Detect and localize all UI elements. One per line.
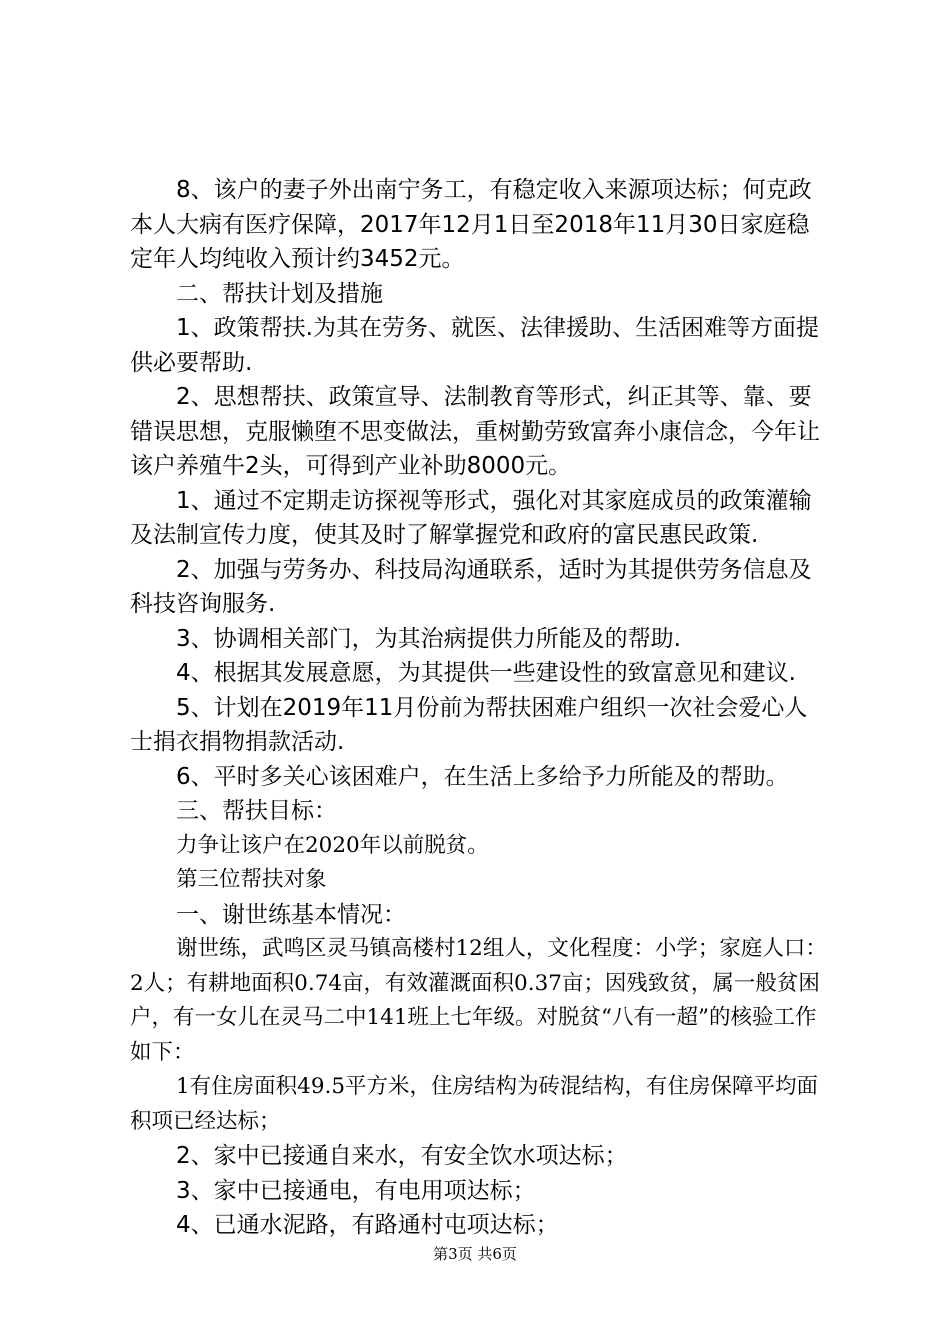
heading-assistance-goal: 三、帮扶目标： xyxy=(176,798,337,824)
paragraph-electricity-check: 3、家中已接通电，有电用项达标； xyxy=(176,1177,536,1204)
paragraph-road-check: 4、已通水泥路，有路通村屯项达标； xyxy=(176,1212,559,1238)
paragraph-daily-care: 6、平时多关心该困难户，在生活上多给予力所能及的帮助。 xyxy=(176,763,789,790)
paragraph-income-summary: 8、该户的妻子外出南宁务工，有稳定收入来源项达标；何克政本人大病有医疗保障，2017年12月1日至2018年11月30日家庭稳定年人均纯收入预计约3452元。 xyxy=(130,177,812,272)
paragraph-donation-plan: 5、计划在2019年11月份前为帮扶困难户组织一次社会爱心人士捐衣捐物捐款活动. xyxy=(130,694,808,755)
heading-third-beneficiary: 第三位帮扶对象 xyxy=(176,867,327,892)
paragraph-development-advice: 4、根据其发展意愿，为其提供一些建设性的致富意见和建议. xyxy=(176,660,796,686)
paragraph-goal-statement: 力争让该户在2020年以前脱贫。 xyxy=(176,832,489,858)
document-body xyxy=(130,173,830,1243)
paragraph-household-details: 谢世练，武鸣区灵马镇高楼村12组人，文化程度：小学；家庭人口：2人；有耕地面积0.74亩，有效灌溉面积0.37亩；因残致贫，属一般贫困户，有一女儿在灵马二中141班上七年级。对脱贫“八有一超”的核验工作如下： xyxy=(130,936,827,1065)
paragraph-labor-tech-info: 2、加强与劳务办、科技局沟通联系，适时为其提供劳务信息及科技咨询服务. xyxy=(130,556,812,617)
page-number: 第3页 共6页 xyxy=(433,1245,517,1263)
paragraph-medical-help: 3、协调相关部门，为其治病提供力所能及的帮助. xyxy=(176,625,681,652)
paragraph-regular-visits: 1、通过不定期走访探视等形式，强化对其家庭成员的政策灌输及法制宣传力度，使其及时了解掌握党和政府的富民惠民政策. xyxy=(130,487,812,548)
paragraph-policy-support: 1、政策帮扶.为其在劳务、就医、法律援助、生活困难等方面提供必要帮助. xyxy=(130,315,819,376)
heading-basic-situation: 一、谢世练基本情况： xyxy=(176,901,406,928)
heading-assistance-plan: 二、帮扶计划及措施 xyxy=(176,280,383,307)
paragraph-water-check: 2、家中已接通自来水，有安全饮水项达标； xyxy=(176,1143,628,1169)
paragraph-housing-check: 1有住房面积49.5平方米，住房结构为砖混结构，有住房保障平均面积项已经达标； xyxy=(130,1074,819,1134)
paragraph-ideological-support: 2、思想帮扶、政策宣导、法制教育等形式，纠正其等、靠、要错误思想，克服懒堕不思变做法，重树勤劳致富奔小康信念，今年让该户养殖牛2头，可得到产业补助8000元。 xyxy=(130,384,820,479)
